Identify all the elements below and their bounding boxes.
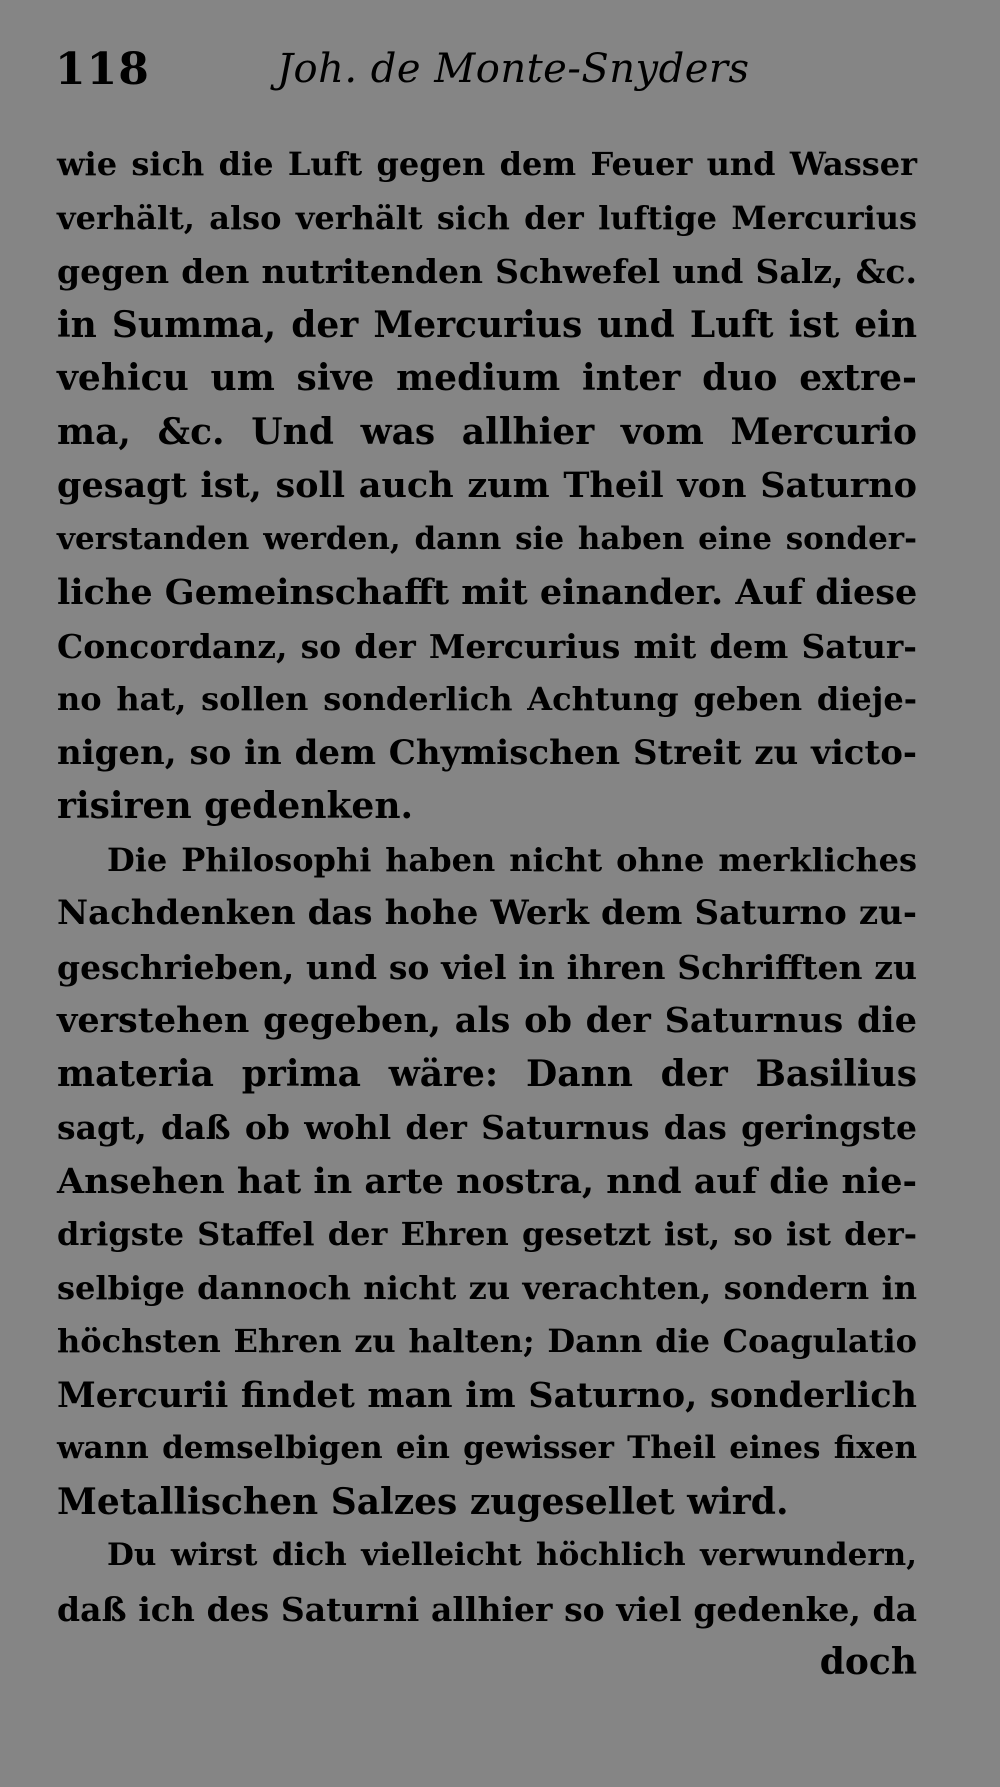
- paragraph-1: [57, 138, 917, 834]
- text-line: verstanden werden, dann sie haben eine sonder-: [57, 520, 917, 557]
- text-line: drigste Staffel der Ehren gesetzt ist, so ist der-: [57, 1215, 917, 1253]
- page-header: [55, 44, 935, 104]
- paragraph-3: [57, 1529, 917, 1690]
- text-line: verstehen gegeben, als ob der Saturnus die: [57, 1000, 917, 1041]
- text-line: wann demselbigen ein gewisser Theil eines fixen: [57, 1430, 917, 1466]
- text-line: geschrieben, und so viel in ihren Schrifften zu: [57, 947, 917, 987]
- text-line: liche Gemeinschafft mit einander. Auf diese: [57, 572, 918, 613]
- text-line: selbige dannoch nicht zu verachten, sondern in: [57, 1268, 917, 1307]
- text-line: gesagt ist, soll auch zum Theil von Saturno: [57, 465, 917, 506]
- text-line: risiren gedenken.: [57, 785, 414, 827]
- text-line: gegen den nutritenden Schwefel und Salz, &c.: [57, 252, 917, 291]
- text-line: ma, &c. Und was allhier vom Mercurio: [57, 410, 917, 453]
- catchword: doch: [819, 1641, 917, 1683]
- text-line: Mercurii findet man im Saturno, sonderlich: [57, 1374, 917, 1416]
- body-text: [57, 138, 917, 1690]
- text-line: verhält, also verhält sich der luftige Mercurius: [57, 198, 917, 237]
- text-line: no hat, sollen sonderlich Achtung geben dieje-: [57, 680, 917, 718]
- text-line: Ansehen hat in arte nostra, nnd auf die nie-: [57, 1160, 917, 1202]
- running-head: Joh. de Monte-Snyders: [277, 46, 750, 92]
- text-line: nigen, so in dem Chymischen Streit zu victo-: [57, 732, 917, 773]
- text-line: höchsten Ehren zu halten; Dann die Coagulatio: [57, 1322, 917, 1360]
- text-line: Nachdenken das hohe Werk dem Saturno zu-: [57, 893, 917, 933]
- text-line: daß ich des Saturni allhier so viel gedenke, da: [57, 1589, 917, 1629]
- text-line: materia prima wäre: Dann der Basilius: [57, 1052, 917, 1095]
- text-line: wie sich die Luft gegen dem Feuer und Wasser: [57, 145, 917, 183]
- text-line: Du wirst dich vielleicht höchlich verwundern,: [107, 1537, 917, 1573]
- text-line: vehicu um sive medium inter duo extre-: [57, 357, 917, 399]
- text-line: Metallischen Salzes zugesellet wird.: [57, 1480, 789, 1523]
- page-number: 118: [55, 44, 150, 95]
- text-line: Concordanz, so der Mercurius mit dem Satur-: [57, 626, 917, 666]
- paragraph-2: [57, 834, 917, 1530]
- text-line: sagt, daß ob wohl der Saturnus das geringste: [57, 1108, 917, 1147]
- text-line: Die Philosophi haben nicht ohne merkliches: [107, 840, 917, 879]
- text-line: in Summa, der Mercurius und Luft ist ein: [57, 303, 917, 346]
